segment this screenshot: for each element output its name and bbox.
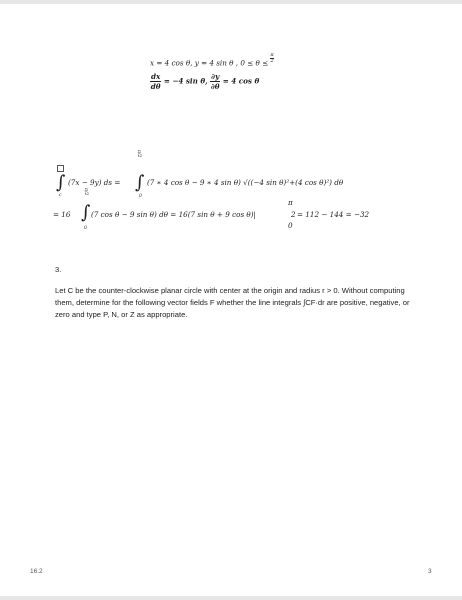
derivatives-line — [150, 72, 259, 91]
lower-limit-c: c — [59, 193, 62, 198]
pi-over-2: $\frac{\pi}{2}$ — [270, 52, 274, 64]
parametrization-text: x = 4 cos θ, y = 4 sin θ , 0 ≤ θ ≤ — [150, 58, 271, 68]
eval-bar-mid: 2 — [291, 210, 296, 219]
footer-page-number: 3 — [428, 568, 432, 575]
upper-limit-pi-over-2: π/2 — [136, 150, 141, 158]
top-border — [0, 0, 462, 4]
evaluation-equation — [53, 190, 453, 235]
question-text: Let C be the counter-clockwise planar circle with center at the origin and radius r > 0. Without computing them, determine for the following vector fields F whether the line integrals ∫CF·dr are positive, negative, or zero and type P, N, or Z as appropriate. — [55, 286, 410, 319]
eval-prefix: = 16 — [53, 210, 71, 219]
eval-bar-bottom: 0 — [288, 221, 293, 230]
line-integral-equation — [53, 150, 453, 199]
footer-section-label: 16.2 — [30, 568, 43, 575]
lhs-integrand: (7x − 9y) ds = — [68, 178, 121, 187]
rhs-integrand: (7 ∗ 4 cos θ − 9 ∗ 4 sin θ) √((−4 sin θ)²+(4 cos θ)²) dθ — [147, 178, 344, 187]
lower-limit-0: 0 — [139, 194, 142, 199]
dy-dtheta-fraction: $\frac{\partial y}{\partial\theta}$ — [210, 72, 220, 91]
eval-bar-top: π — [288, 198, 293, 207]
dy-value: = 4 cos θ — [220, 76, 260, 86]
parametrization-line — [150, 53, 274, 67]
integral-sign-rhs: ∫ — [135, 172, 145, 193]
eval-integrand: (7 cos θ − 9 sin θ) dθ = 16(7 sin θ + 9 cos θ)| — [91, 210, 256, 219]
dx-value: = −4 sin θ, — [161, 76, 211, 86]
eval-result: = 112 − 144 = −32 — [297, 210, 370, 219]
eval-upper-limit: π/2 — [83, 188, 88, 196]
dx-dtheta-fraction: $\frac{dx}{d\theta}$ — [150, 72, 161, 91]
bottom-border — [0, 596, 462, 600]
integral-sign: ∫ — [56, 172, 66, 193]
eval-integral-sign: ∫ — [81, 202, 91, 223]
eval-lower-limit: 0 — [84, 226, 87, 231]
question-number: 3. — [55, 265, 62, 274]
